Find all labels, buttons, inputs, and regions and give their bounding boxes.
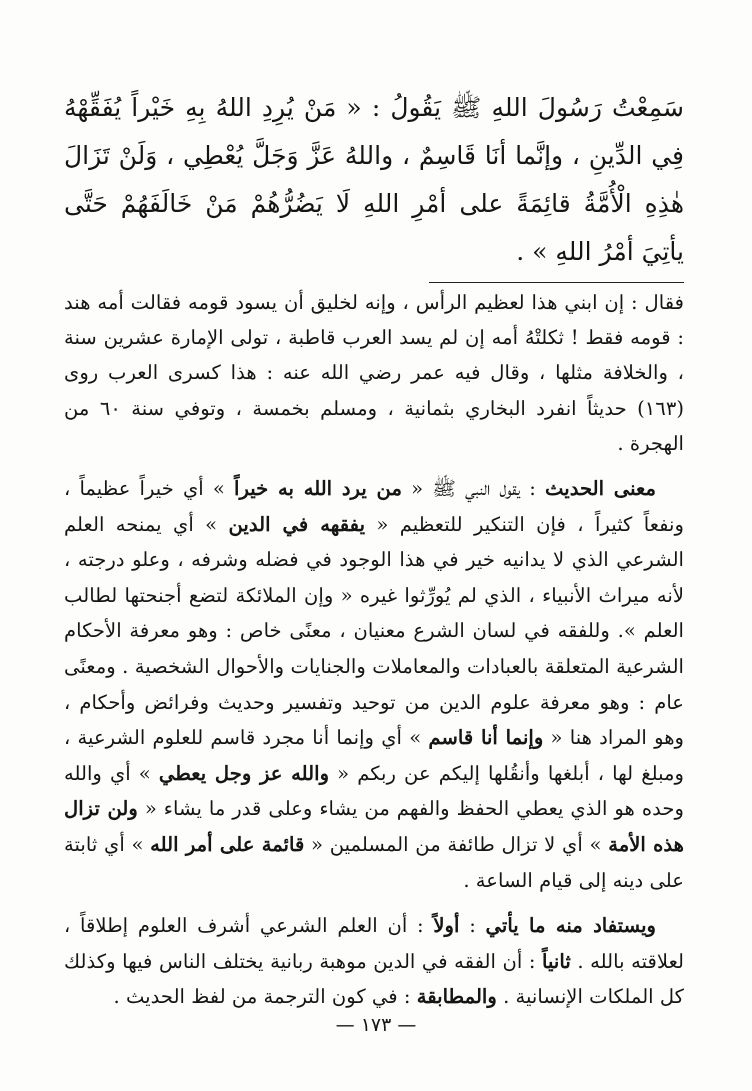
meaning-heading: معنى الحديث (545, 477, 657, 501)
correspondence-label: والمطابقة (416, 985, 497, 1009)
quote-i-am-distributor: وإنما أنا قاسم (428, 726, 544, 750)
meaning-segment-6: » أي لا تزال طائفة من المسلمين « (311, 832, 602, 856)
quote-whoever-allah-wills-good: من يرد الله به خيراً (234, 477, 402, 501)
quote-upholding-allahs-command: قائمة على أمر الله (150, 832, 305, 856)
hadith-text: سَمِعْتُ رَسُولَ اللهِ ﷺ يَقُولُ : « مَنْ يُرِدِ اللهُ بِهِ خَيْراً يُفَقِّهْهُ فِي الدِّينِ ، وإنَّما أنَا قَاسِمٌ ، واللهُ عَزَّ وَجَلَّ يُعْطِي ، وَلَنْ تَزَالَ هٰذِهِ الْأُمَّةُ قائِمَةً على أمْرِ اللهِ لَا يَضُرُّهُمْ مَنْ خَالَفَهُمْ حَتَّى يأتِيَ أمْرُ اللهِ » . (64, 93, 684, 266)
quote-this-ummah: ولن تزال هذه الأمة (64, 797, 684, 856)
first-lesson-label: أولاً (433, 914, 460, 938)
meaning-segment-4: » أي وإنما أنا مجرد قاسم للعلوم الشرعية ، ومبلغ لها ، أبلغها وأنقُلها إليكم عن ربكم « (64, 726, 685, 785)
meaning-segment-2: » أي خيراً عظيماً ، ونفعاً كثيراً ، فإن التنكير للتعظيم « (64, 477, 684, 536)
lessons-heading: ويستفاد منه ما يأتي (485, 914, 656, 938)
footnote-separator (429, 282, 684, 283)
meaning-segment-5: » أي والله وحده هو الذي يعطي الحفظ والفهم من يشاء وعلى قدر ما يشاء « (64, 761, 684, 821)
second-lesson-text: : أن الفقه في الدين موهبة ربانية يختلف الناس فيها وكذلك كل الملكات الإنسانية . (64, 949, 684, 1009)
meaning-segment-3: » أي يمنحه العلم الشرعي الذي لا يدانيه خير في هذا الوجود في فضله وشرفه ، وعلو درجته ، لأنه ميراث الأنبياء ، الذي لم يُورِّثوا غيره « وإن الملائكة لتضع أجنحتها لطالب العلم ». وللفقه في لسان الشرع معنيان ، معنًى خاص : وهو معرفة الأحكام الشرعية المتعلقة بالعبادات والمعاملات والجنايات والأحوال الشخصية . ومعنًى عام : وهو معرفة علوم الدين من توحيد وتفسير وحديث وفرائض وأحكام ، وهو المراد هنا « (64, 512, 685, 750)
lessons-paragraph (64, 908, 684, 1015)
lessons-colon: : (469, 914, 476, 938)
commentary (64, 285, 684, 1015)
quote-understanding-in-religion: يفقهه في الدين (228, 512, 366, 536)
hadith-meaning-paragraph (64, 471, 684, 898)
page-number: — ١٧٣ — (335, 1014, 417, 1036)
quote-allah-gives: والله عز وجل يعطي (158, 761, 330, 785)
second-lesson-label: ثانياً (542, 949, 571, 973)
meaning-segment-7: » أي ثابتة على دينه إلى قيام الساعة . (64, 832, 684, 892)
narrator-biography-footnote: فقال : إن ابني هذا لعظيم الرأس ، وإنه لخليق أن يسود قومه فقالت أمه هند : قومه فقط ! ثكلتْهُ أمه إن لم يسد العرب قاطبة ، تولى الإمارة عشرين سنة ، والخلافة مثلها ، وقال فيه عمر رضي الله عنه : هذا كسرى العرب روى (١٦٣) حديثاً انفرد البخاري بثمانية ، ومسلم بخمسة ، وتوفي سنة ٦٠ من الهجرة . (64, 291, 685, 455)
first-lesson-text: : أن العلم الشرعي أشرف العلوم إطلاقاً ، لعلاقته بالله . (64, 914, 685, 973)
meaning-segment-1: : يقول النبي ﷺ « (411, 477, 536, 501)
correspondence-text: : في كون الترجمة من لفظ الحديث . (113, 985, 411, 1009)
